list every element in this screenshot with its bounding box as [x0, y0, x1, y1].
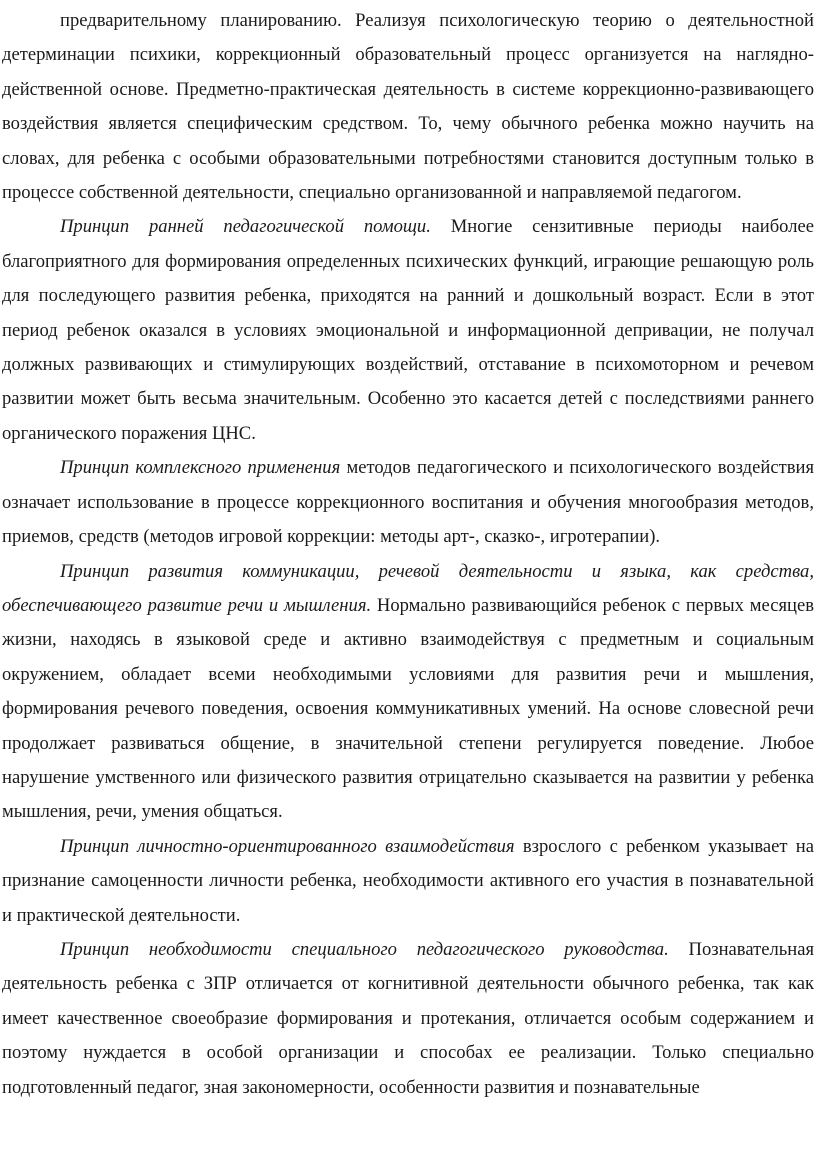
paragraph-text: Нормально развивающийся ребенок с первых месяцев жизни, находясь в языковой среде и активно взаимодействуя с предметным и социальным окружением, обладает всеми необходимыми условиями для развития речи и мышления, формирования речевого поведения, освоения коммуникативных умений. На основе словесной речи продолжает развиваться общение, в значительной степени регулируется поведение. Любое нарушение умственного или физического развития отрицательно сказывается на развитии у ребенка мышления, речи, умения общаться.: [2, 594, 814, 823]
principle-heading: Принцип развития коммуникации, речевой деятельности и языка, как средства, обеспечивающего развитие речи и мышления.: [2, 560, 814, 616]
paragraph-text: Многие сензитивные периоды наиболее благоприятного для формирования определенных психических функций, играющие решающую роль для последующего развития ребенка, приходятся на ранний и дошкольный возраст. Если в этот период ребенок оказался в условиях эмоциональной и информационной депривации, не получал должных развивающих и стимулирующих воздействий, отставание в психомоторном и речевом развитии может быть весьма значительным. Особенно это касается детей с последствиями раннего органического поражения ЦНС.: [2, 216, 814, 444]
paragraph-complex-application-principle: [2, 451, 814, 554]
principle-heading: Принцип необходимости специального педагогического руководства.: [60, 938, 669, 960]
paragraph-text: методов педагогического и психологического воздействия означает использование в процессе коррекционного воспитания и обучения многообразия методов, приемов, средств (методов игровой коррекции: методы арт-, сказко-, игротерапии).: [2, 457, 814, 548]
paragraph-text: Познавательная деятельность ребенка с ЗПР отличается от когнитивной деятельности обычного ребенка, так как имеет качественное своеобразие формирования и протекания, отличается особым содержанием и поэтому нуждается в особой организации и способах ее реализации. Только специально подготовленный педагог, зная закономерности, особенности развития и познавательные: [2, 938, 814, 1098]
paragraph-personal-interaction-principle: [2, 830, 814, 933]
principle-heading: Принцип ранней педагогической помощи.: [60, 216, 431, 238]
paragraph-early-help-principle: [2, 210, 814, 451]
paragraph-communication-principle: [2, 555, 814, 830]
paragraph-continuation: [2, 4, 814, 210]
paragraph-text: взрослого с ребенком указывает на признание самоценности личности ребенка, необходимости активного его участия в познавательной и практической деятельности.: [2, 835, 815, 926]
principle-heading: Принцип личностно-ориентированного взаимодействия: [60, 835, 515, 857]
principle-heading: Принцип комплексного применения: [60, 457, 341, 479]
paragraph-text: предварительному планированию. Реализуя психологическую теорию о деятельностной детерминации психики, коррекционный образовательный процесс организуется на наглядно-действенной основе. Предметно-практическая деятельность в системе коррекционно-развивающего воздействия является специфическим средством. То, чему обычного ребенка можно научить на словах, для ребенка с особыми образовательными потребностями становится доступным только в процессе собственной деятельности, специально организованной и направляемой педагогом.: [2, 10, 814, 204]
paragraph-special-guidance-principle: [2, 933, 814, 1105]
